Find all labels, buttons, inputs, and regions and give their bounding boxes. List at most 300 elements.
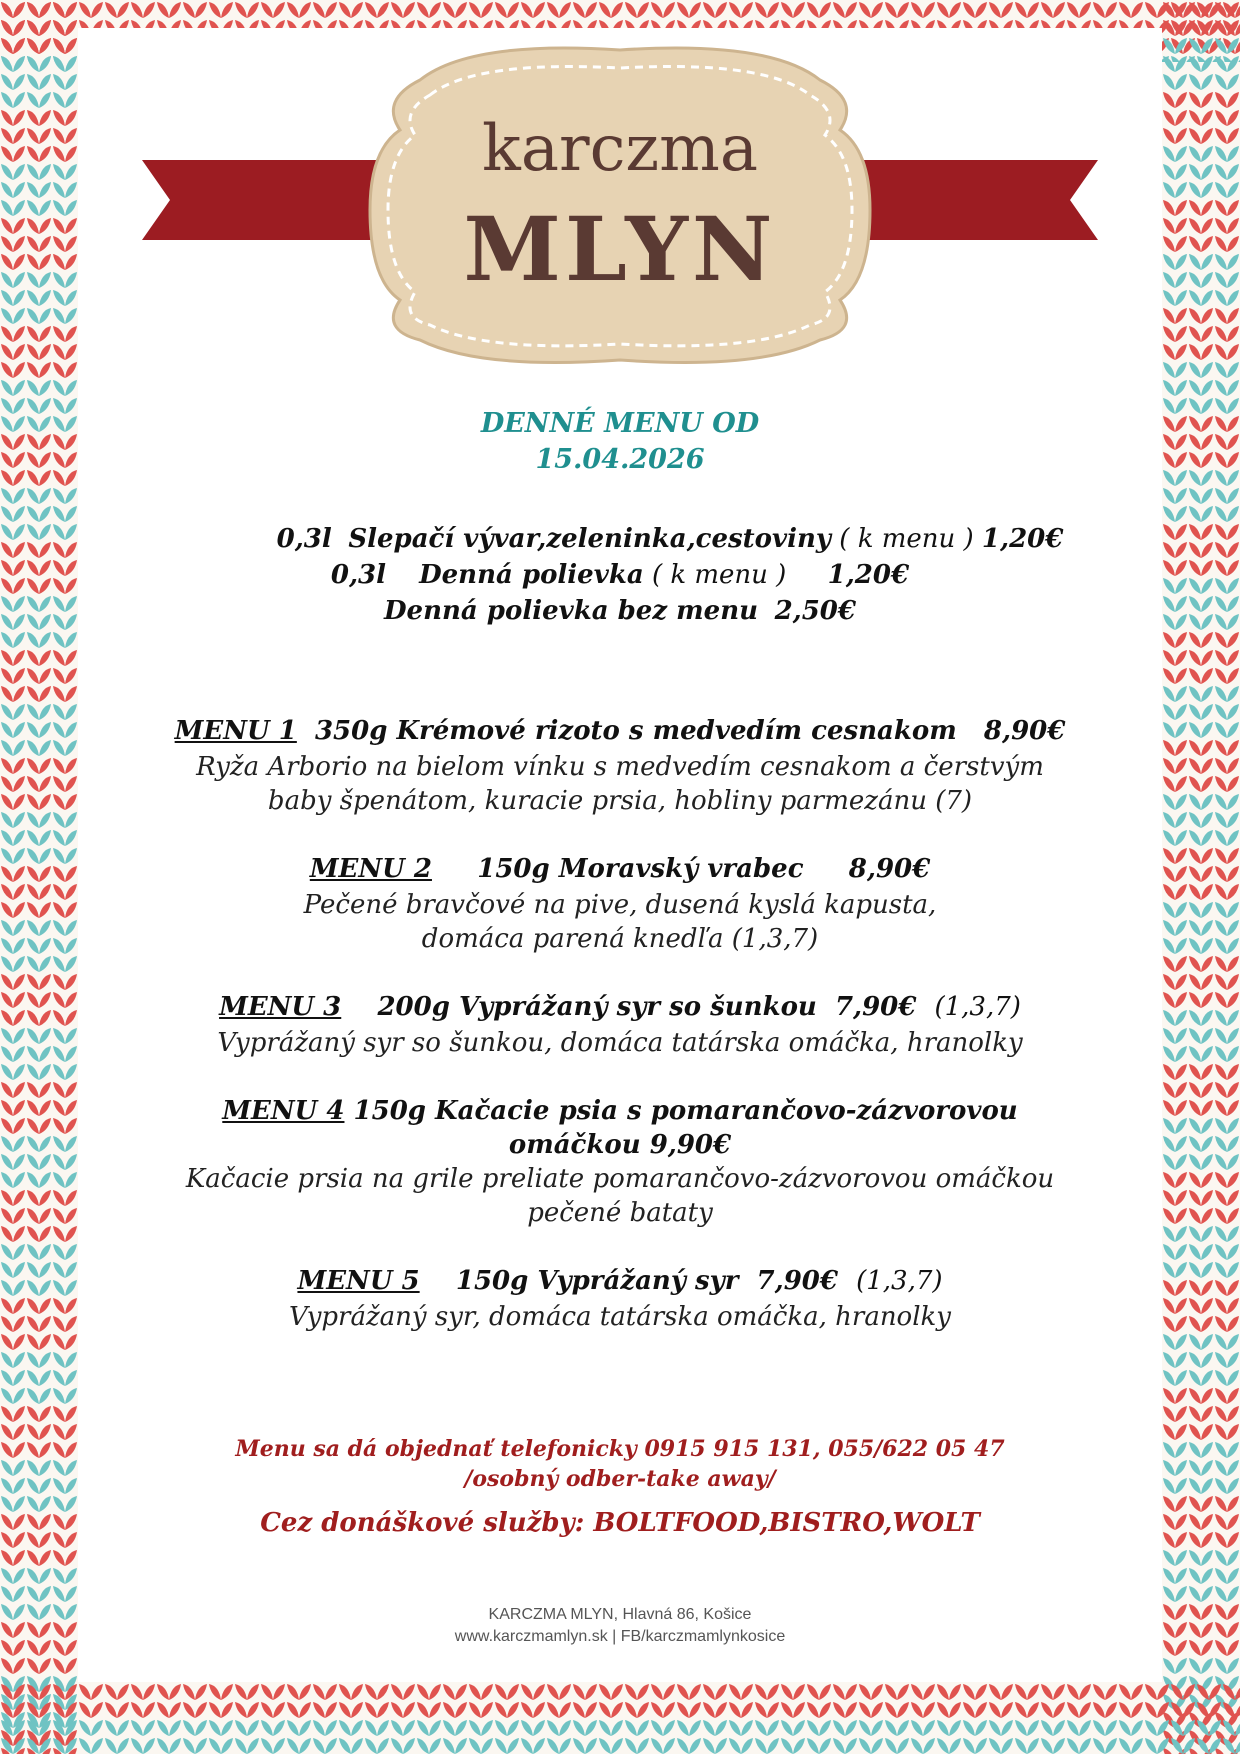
knit-stitch <box>325 2 337 18</box>
knit-stitch <box>247 1684 259 1700</box>
knit-stitch <box>27 110 39 126</box>
knit-stitch <box>599 1702 611 1718</box>
knit-stitch <box>1215 1352 1227 1368</box>
knit-stitch <box>1227 2 1239 18</box>
knit-stitch <box>819 1738 831 1754</box>
knit-stitch <box>53 1702 65 1718</box>
knit-stitch <box>39 1684 51 1700</box>
knit-stitch <box>1215 1586 1227 1602</box>
knit-stitch <box>39 1406 51 1422</box>
menu-dish: 150g Vyprážaný syr <box>455 1266 739 1296</box>
knit-stitch <box>1201 1334 1213 1350</box>
knit-stitch <box>1201 1352 1213 1368</box>
soup-name: Denná polievka <box>419 560 644 590</box>
knit-stitch <box>391 1684 403 1700</box>
knit-stitch <box>299 1720 311 1736</box>
knit-stitch <box>65 1226 77 1242</box>
knit-stitch <box>963 1702 975 1718</box>
knit-stitch <box>1 92 13 108</box>
knit-stitch <box>1189 218 1201 234</box>
knit-stitch <box>1 1586 13 1602</box>
knit-stitch <box>559 1738 571 1754</box>
heading-date: 15.04.2026 <box>535 444 705 475</box>
knit-stitch <box>39 380 51 396</box>
knit-stitch <box>1163 650 1175 666</box>
knit-stitch <box>429 1684 441 1700</box>
knit-stitch <box>1227 1568 1239 1584</box>
knit-stitch <box>937 2 949 18</box>
knit-stitch <box>469 1738 481 1754</box>
knit-stitch <box>365 2 377 18</box>
knit-stitch <box>1105 1702 1117 1718</box>
knit-stitch <box>767 2 779 18</box>
knit-stitch <box>1157 1738 1169 1754</box>
knit-stitch <box>417 1702 429 1718</box>
knit-stitch <box>1163 1658 1175 1674</box>
knit-stitch <box>833 1720 845 1736</box>
knit-stitch <box>1015 1738 1027 1754</box>
knit-stitch <box>39 344 51 360</box>
knit-stitch <box>559 2 571 18</box>
knit-stitch <box>521 1738 533 1754</box>
knit-stitch <box>65 218 77 234</box>
knit-stitch <box>1 2 13 18</box>
knit-stitch <box>53 146 65 162</box>
knit-stitch <box>1175 686 1187 702</box>
knit-stitch <box>53 164 65 180</box>
knit-stitch <box>533 1720 545 1736</box>
knit-stitch <box>1 20 13 36</box>
knit-stitch <box>157 1720 169 1736</box>
knit-stitch <box>1201 1550 1213 1566</box>
knit-stitch <box>1163 830 1175 846</box>
knit-stitch <box>1105 1738 1117 1754</box>
knit-stitch <box>455 2 467 18</box>
knit-stitch <box>871 1684 883 1700</box>
knit-stitch <box>39 830 51 846</box>
knit-stitch <box>27 362 39 378</box>
knit-stitch <box>117 1702 129 1718</box>
knit-stitch <box>65 164 77 180</box>
menu-dish: 200g Vyprážaný syr so šunkou <box>377 992 817 1022</box>
knit-stitch <box>53 1334 65 1350</box>
knit-stitch <box>195 1720 207 1736</box>
knit-stitch <box>377 2 389 18</box>
knit-stitch <box>1 1684 13 1700</box>
knit-stitch <box>1175 1244 1187 1260</box>
knit-stitch <box>39 272 51 288</box>
knit-stitch <box>1175 236 1187 252</box>
knit-stitch <box>715 1684 727 1700</box>
knit-stitch <box>91 1720 103 1736</box>
knit-stitch <box>65 1684 77 1700</box>
knit-stitch <box>27 92 39 108</box>
knit-stitch <box>221 1702 233 1718</box>
knit-stitch <box>767 1720 779 1736</box>
knit-stitch <box>261 1702 273 1718</box>
knit-stitch <box>1215 686 1227 702</box>
knit-stitch <box>325 1738 337 1754</box>
knit-stitch <box>183 1720 195 1736</box>
knit-stitch <box>1163 668 1175 684</box>
knit-stitch <box>1 38 13 54</box>
knit-stitch <box>611 1720 623 1736</box>
knit-stitch <box>1119 1684 1131 1700</box>
knit-stitch <box>1189 1388 1201 1404</box>
knit-stitch <box>715 1720 727 1736</box>
knit-stitch <box>1163 326 1175 342</box>
knit-stitch <box>27 1226 39 1242</box>
knit-stitch <box>195 1702 207 1718</box>
menu-label: MENU 5 <box>297 1266 420 1296</box>
knit-stitch <box>1201 110 1213 126</box>
knit-stitch <box>13 92 25 108</box>
knit-stitch <box>1201 74 1213 90</box>
knit-stitch <box>1175 1550 1187 1566</box>
knit-stitch <box>1175 1406 1187 1422</box>
knit-stitch <box>13 110 25 126</box>
knit-stitch <box>1227 1064 1239 1080</box>
knit-stitch <box>1201 308 1213 324</box>
knit-stitch <box>65 200 77 216</box>
menu-price: 8,90€ <box>983 716 1066 746</box>
knit-stitch <box>1235 1738 1240 1754</box>
knit-stitch <box>975 1702 987 1718</box>
knit-stitch <box>1227 20 1239 36</box>
knit-stitch <box>547 1738 559 1754</box>
knit-stitch <box>429 1702 441 1718</box>
knit-stitch <box>1175 38 1187 54</box>
knit-stitch <box>287 1684 299 1700</box>
knit-stitch <box>65 1738 77 1754</box>
knit-stitch <box>807 1684 819 1700</box>
knit-stitch <box>39 290 51 306</box>
knit-stitch <box>1227 506 1239 522</box>
knit-stitch <box>1201 1226 1213 1242</box>
knit-stitch <box>1 686 13 702</box>
knit-stitch <box>1215 1568 1227 1584</box>
knit-stitch <box>989 1702 1001 1718</box>
menu-label: MENU 3 <box>219 992 342 1022</box>
knit-stitch <box>1 1738 13 1754</box>
knit-stitch <box>1227 1334 1239 1350</box>
knit-stitch <box>729 1738 741 1754</box>
knit-stitch <box>1189 1586 1201 1602</box>
knit-stitch <box>1171 1684 1183 1700</box>
knit-stitch <box>183 1738 195 1754</box>
knit-stitch <box>27 1684 39 1700</box>
knit-stitch <box>1201 128 1213 144</box>
knit-stitch <box>1 326 13 342</box>
knit-stitch <box>1 236 13 252</box>
knit-stitch <box>1175 1334 1187 1350</box>
knit-stitch <box>689 2 701 18</box>
knit-stitch <box>391 2 403 18</box>
knit-stitch <box>1215 974 1227 990</box>
order-take-away: /osobný odber-take away/ <box>464 1466 776 1492</box>
knit-stitch <box>13 488 25 504</box>
knit-stitch <box>1215 218 1227 234</box>
knit-stitch <box>1201 668 1213 684</box>
knit-stitch <box>53 506 65 522</box>
menu-4-desc-line: Kačacie prsia na grile preliate pomarančovo-zázvorovou omáčkou <box>185 1164 1055 1194</box>
soup-name: Slepačí vývar,zeleninka,cestoviny <box>348 524 832 554</box>
knit-stitch <box>455 1720 467 1736</box>
knit-stitch <box>53 308 65 324</box>
knit-stitch <box>1 200 13 216</box>
knit-stitch <box>1189 1244 1201 1260</box>
knit-stitch <box>443 1720 455 1736</box>
knit-stitch <box>781 1684 793 1700</box>
knit-stitch <box>53 1064 65 1080</box>
knit-stitch <box>677 1738 689 1754</box>
knit-stitch <box>715 1738 727 1754</box>
knit-stitch <box>1189 2 1201 18</box>
knit-stitch <box>53 1568 65 1584</box>
knit-stitch <box>1 272 13 288</box>
knit-stitch <box>143 1720 155 1736</box>
knit-stitch <box>729 1702 741 1718</box>
knit-stitch <box>183 1684 195 1700</box>
knit-stitch <box>117 1720 129 1736</box>
knit-stitch <box>1175 20 1187 36</box>
knit-stitch <box>1227 1550 1239 1566</box>
knit-stitch <box>1119 1720 1131 1736</box>
menu-3-desc-line: Vyprážaný syr so šunkou, domáca tatárska omáčka, hranolky <box>217 1028 1023 1058</box>
knit-stitch <box>53 1738 65 1754</box>
knit-stitch <box>1105 2 1117 18</box>
knit-stitch <box>949 1702 961 1718</box>
knit-stitch <box>963 1738 975 1754</box>
knit-stitch <box>417 1684 429 1700</box>
knit-stitch <box>39 38 51 54</box>
knit-stitch <box>911 1702 923 1718</box>
knit-stitch <box>1163 56 1175 72</box>
knit-stitch <box>871 1720 883 1736</box>
knit-stitch <box>65 344 77 360</box>
knit-stitch <box>1189 974 1201 990</box>
knit-stitch <box>391 1720 403 1736</box>
knit-stitch <box>403 2 415 18</box>
menu-dish: 150g Kačacie psia s pomarančovo-zázvorovou <box>353 1096 1018 1126</box>
knit-stitch <box>1189 1352 1201 1368</box>
knit-stitch <box>481 1702 493 1718</box>
knit-stitch <box>547 1720 559 1736</box>
knit-stitch <box>651 1702 663 1718</box>
knit-stitch <box>1163 344 1175 360</box>
knit-stitch <box>1027 2 1039 18</box>
knit-stitch <box>13 1568 25 1584</box>
knit-stitch <box>923 1720 935 1736</box>
knit-stitch <box>1189 506 1201 522</box>
knit-stitch <box>1131 1720 1143 1736</box>
knit-stitch <box>105 1684 117 1700</box>
knit-stitch <box>365 1684 377 1700</box>
knit-stitch <box>39 1352 51 1368</box>
knit-stitch <box>1175 146 1187 162</box>
knit-stitch <box>521 1684 533 1700</box>
knit-stitch <box>637 2 649 18</box>
knit-stitch <box>13 1334 25 1350</box>
knit-stitch <box>443 2 455 18</box>
knit-stitch <box>27 308 39 324</box>
knit-stitch <box>599 1738 611 1754</box>
knit-stitch <box>1189 956 1201 972</box>
knit-stitch <box>1001 1738 1013 1754</box>
knit-stitch <box>39 1370 51 1386</box>
knit-stitch <box>1201 38 1213 54</box>
knit-stitch <box>39 1658 51 1674</box>
knit-stitch <box>351 2 363 18</box>
knit-stitch <box>989 1684 1001 1700</box>
knit-stitch <box>949 1720 961 1736</box>
knit-stitch <box>39 164 51 180</box>
knit-stitch <box>677 1702 689 1718</box>
knit-stitch <box>1175 56 1187 72</box>
menu-allergens: (1,3,7) <box>856 1266 943 1296</box>
knit-stitch <box>27 974 39 990</box>
knit-stitch <box>1227 668 1239 684</box>
knit-stitch <box>27 1568 39 1584</box>
knit-stitch <box>1175 362 1187 378</box>
knit-stitch <box>53 1352 65 1368</box>
knit-stitch <box>1 128 13 144</box>
knit-stitch <box>1227 182 1239 198</box>
knit-stitch <box>1175 1352 1187 1368</box>
knit-stitch <box>1215 92 1227 108</box>
knit-stitch <box>1 1720 13 1736</box>
knit-stitch <box>1001 1720 1013 1736</box>
knit-stitch <box>1227 290 1239 306</box>
soup-price: 1,20€ <box>981 524 1064 554</box>
knit-stitch <box>209 1684 221 1700</box>
knit-stitch <box>741 1684 753 1700</box>
knit-stitch <box>807 1738 819 1754</box>
knit-stitch <box>1189 650 1201 666</box>
knit-stitch <box>1227 1388 1239 1404</box>
knit-stitch <box>1171 1738 1183 1754</box>
knit-stitch <box>1201 1658 1213 1674</box>
knit-stitch <box>53 380 65 396</box>
knit-stitch <box>703 1684 715 1700</box>
knit-stitch <box>1067 2 1079 18</box>
knit-stitch <box>1 362 13 378</box>
knit-stitch <box>949 2 961 18</box>
knit-stitch <box>1189 182 1201 198</box>
knit-stitch <box>105 1738 117 1754</box>
knit-stitch <box>1053 1684 1065 1700</box>
knit-stitch <box>1215 362 1227 378</box>
knit-stitch <box>651 2 663 18</box>
knit-stitch <box>729 2 741 18</box>
delivery-services: Cez donáškové služby: BOLTFOOD,BISTRO,WOLT <box>260 1508 980 1538</box>
knit-stitch <box>13 1388 25 1404</box>
knit-stitch <box>481 1720 493 1736</box>
knit-stitch <box>39 1388 51 1404</box>
knit-stitch <box>1215 272 1227 288</box>
knit-stitch <box>455 1738 467 1754</box>
knit-stitch <box>495 1702 507 1718</box>
knit-stitch <box>1 1226 13 1242</box>
knit-stitch <box>533 1684 545 1700</box>
knit-stitch <box>1175 956 1187 972</box>
knit-stitch <box>1163 218 1175 234</box>
knit-stitch <box>1145 1738 1157 1754</box>
knit-stitch <box>963 2 975 18</box>
knit-stitch <box>1227 1658 1239 1674</box>
knit-stitch <box>169 1702 181 1718</box>
knit-stitch <box>65 272 77 288</box>
knit-stitch <box>1223 1702 1235 1718</box>
knit-stitch <box>65 956 77 972</box>
knit-stitch <box>1175 200 1187 216</box>
knit-stitch <box>1 650 13 666</box>
knit-stitch <box>65 362 77 378</box>
knit-stitch <box>39 1586 51 1602</box>
knit-stitch <box>741 1720 753 1736</box>
order-phone-info: Menu sa dá objednať telefonicky 0915 915 131, 055/622 05 47 <box>235 1436 1005 1462</box>
knit-stitch <box>885 2 897 18</box>
knit-stitch <box>65 1586 77 1602</box>
knit-stitch <box>1189 164 1201 180</box>
knit-stitch <box>65 650 77 666</box>
knit-stitch <box>13 632 25 648</box>
knit-stitch <box>13 686 25 702</box>
knit-stitch <box>1 542 13 558</box>
knit-stitch <box>79 1720 91 1736</box>
knit-stitch <box>1053 1738 1065 1754</box>
knit-stitch <box>1 488 13 504</box>
knit-stitch <box>1223 1738 1235 1754</box>
knit-stitch <box>1201 362 1213 378</box>
knit-stitch <box>79 1738 91 1754</box>
knit-stitch <box>1 110 13 126</box>
knit-stitch <box>625 1702 637 1718</box>
knit-stitch <box>1163 1064 1175 1080</box>
knit-stitch <box>1175 830 1187 846</box>
knit-stitch <box>39 1334 51 1350</box>
knit-stitch <box>27 956 39 972</box>
knit-stitch <box>1189 362 1201 378</box>
knit-stitch <box>91 1702 103 1718</box>
knit-stitch <box>235 1738 247 1754</box>
knit-stitch <box>1 254 13 270</box>
knit-stitch <box>1131 1702 1143 1718</box>
knit-stitch <box>1 506 13 522</box>
knit-stitch <box>1067 1702 1079 1718</box>
knit-stitch <box>1105 1684 1117 1700</box>
knit-stitch <box>53 974 65 990</box>
knit-stitch <box>1175 1658 1187 1674</box>
knit-stitch <box>13 1352 25 1368</box>
knit-stitch <box>1189 146 1201 162</box>
knit-stitch <box>27 686 39 702</box>
knit-stitch <box>27 1720 39 1736</box>
knit-stitch <box>1227 1226 1239 1242</box>
knit-stitch <box>339 2 351 18</box>
knit-stitch <box>1227 830 1239 846</box>
knit-stitch <box>377 1738 389 1754</box>
knit-stitch <box>755 1702 767 1718</box>
knit-stitch <box>1175 92 1187 108</box>
knit-stitch <box>793 1684 805 1700</box>
knit-stitch <box>1175 1226 1187 1242</box>
soup-item-3 <box>0 596 1240 626</box>
knit-stitch <box>13 290 25 306</box>
knit-stitch <box>27 74 39 90</box>
knit-stitch <box>897 1738 909 1754</box>
knit-stitch <box>1215 1388 1227 1404</box>
